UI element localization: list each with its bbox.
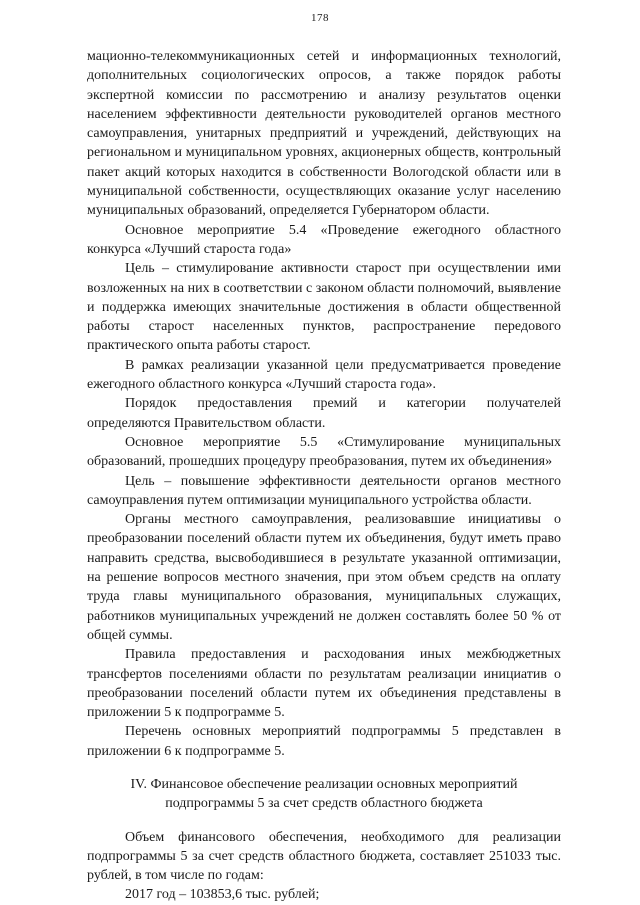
document-body <box>87 47 561 905</box>
paragraph-measures-list: Перечень основных мероприятий подпрограммы 5 представлен в приложении 6 к подпрограмме 5. <box>87 724 561 759</box>
paragraph-measure-5-5-funds: Органы местного самоуправления, реализовавшие инициативы о преобразовании поселений области путем их объединения, будут иметь право направить средства, высвободившиеся в результате указанной оптимизации, на решение вопросов местного значения, при этом объем средств на оплату труда главы муниципального образования, муниципальных служащих, работников муниципальных учреждений не должен составлять более 50 % от общей суммы. <box>87 512 561 643</box>
section-heading <box>87 775 561 814</box>
paragraph-measure-5-5-goal: Цель – повышение эффективности деятельности органов местного самоуправления путем оптимизации муниципального устройства области. <box>87 473 561 508</box>
paragraph-continuation: мационно-телекоммуникационных сетей и информационных технологий, дополнительных социологических опросов, а также порядок работы экспертной комиссии по рассмотрению и анализу результатов оценки населением эффективности деятельности руководителей органов местного самоуправления, унитарных предприятий и учреждений, действующих на региональном и муниципальном уровнях, акционерных обществ, контрольный пакет акций которых находится в собственности Вологодской области или в муниципальной собственности, осуществляющих оказание услуг населению муниципальных образований, определяется Губернатором области. <box>87 49 561 219</box>
paragraph-measure-5-4-contest: В рамках реализации указанной цели предусматривается проведение ежегодного областного конкурса «Лучший староста года». <box>87 357 561 393</box>
page-number: 178 <box>311 12 329 24</box>
paragraph-measure-5-5-title: Основное мероприятие 5.5 «Стимулирование муниципальных образований, прошедших процедуру преобразования, путем их объединения» <box>87 434 561 470</box>
section-heading-line-2: подпрограммы 5 за счет средств областного бюджета <box>165 796 483 812</box>
paragraph-measure-5-4-title: Основное мероприятие 5.4 «Проведение ежегодного областного конкурса «Лучший староста года» <box>87 222 561 257</box>
funding-year-2017: 2017 год – 103853,6 тыс. рублей; <box>125 887 320 903</box>
section-heading-line-1: IV. Финансовое обеспечение реализации основных мероприятий <box>130 776 518 792</box>
paragraph-funding-intro: Объем финансового обеспечения, необходимого для реализации подпрограммы 5 за счет средств областного бюджета, составляет 251033 тыс. рублей, в том числе по годам: <box>87 829 561 884</box>
spacer <box>87 814 561 828</box>
paragraph-transfer-rules: Правила предоставления и расходования иных межбюджетных трансфертов поселениями области по результатам реализации инициатив о преобразовании поселений области путем их объединения представлены в приложении 5 к подпрограмме 5. <box>87 647 561 721</box>
spacer <box>87 761 561 775</box>
paragraph-measure-5-4-awards: Порядок предоставления премий и категории получателей определяются Правительством области. <box>87 396 561 431</box>
paragraph-measure-5-4-goal: Цель – стимулирование активности старост при осуществлении ими возложенных на них в соответствии с законом области полномочий, выявление и поддержка имеющих значительные достижения в области общественной работы старост населенных пунктов, распространение передового практического опыта работы старост. <box>87 261 561 354</box>
